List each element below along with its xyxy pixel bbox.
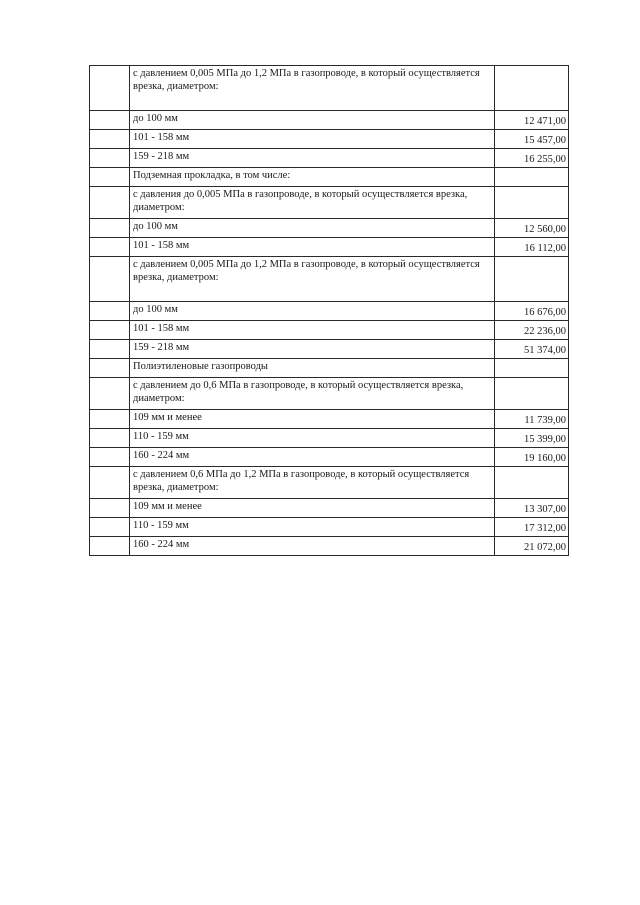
- row-number-cell: [90, 499, 130, 518]
- row-number-cell: [90, 219, 130, 238]
- row-price-cell: 11 739,00: [495, 410, 569, 429]
- row-number-cell: [90, 321, 130, 340]
- row-number-cell: [90, 66, 130, 111]
- table-row: [90, 168, 569, 187]
- row-price-cell: [495, 257, 569, 302]
- row-description-cell: с давлением 0,6 МПа до 1,2 МПа в газопроводе, в который осуществляется врезка, диаметром:: [130, 467, 495, 499]
- row-description-cell: до 100 мм: [130, 302, 495, 321]
- row-description-cell: до 100 мм: [130, 219, 495, 238]
- row-number-cell: [90, 467, 130, 499]
- row-number-cell: [90, 111, 130, 130]
- row-number-cell: [90, 168, 130, 187]
- row-description-cell: 159 - 218 мм: [130, 149, 495, 168]
- row-description-cell: 101 - 158 мм: [130, 130, 495, 149]
- row-number-cell: [90, 130, 130, 149]
- row-description-cell: Полиэтиленовые газопроводы: [130, 359, 495, 378]
- row-number-cell: [90, 238, 130, 257]
- table-row: [90, 448, 569, 467]
- table-row: [90, 66, 569, 111]
- row-price-cell: 16 255,00: [495, 149, 569, 168]
- row-number-cell: [90, 537, 130, 556]
- row-price-cell: 17 312,00: [495, 518, 569, 537]
- row-price-cell: 15 399,00: [495, 429, 569, 448]
- row-description-cell: 110 - 159 мм: [130, 429, 495, 448]
- row-price-cell: 16 112,00: [495, 238, 569, 257]
- table-row: [90, 111, 569, 130]
- row-description-cell: 160 - 224 мм: [130, 537, 495, 556]
- row-price-cell: 12 471,00: [495, 111, 569, 130]
- row-price-cell: 21 072,00: [495, 537, 569, 556]
- row-price-cell: [495, 378, 569, 410]
- row-number-cell: [90, 187, 130, 219]
- row-number-cell: [90, 302, 130, 321]
- row-description-cell: 101 - 158 мм: [130, 321, 495, 340]
- row-description-cell: с давлением 0,005 МПа до 1,2 МПа в газопроводе, в который осуществляется врезка, диаметром:: [130, 66, 495, 111]
- row-price-cell: [495, 467, 569, 499]
- row-price-cell: [495, 359, 569, 378]
- row-description-cell: 109 мм и менее: [130, 499, 495, 518]
- row-price-cell: 15 457,00: [495, 130, 569, 149]
- row-number-cell: [90, 429, 130, 448]
- table-row: [90, 219, 569, 238]
- table-row: [90, 378, 569, 410]
- table-row: [90, 321, 569, 340]
- row-price-cell: 22 236,00: [495, 321, 569, 340]
- table-row: [90, 257, 569, 302]
- table-row: [90, 340, 569, 359]
- row-price-cell: 12 560,00: [495, 219, 569, 238]
- row-number-cell: [90, 448, 130, 467]
- tariff-table: [89, 65, 569, 556]
- table-row: [90, 359, 569, 378]
- table-row: [90, 467, 569, 499]
- row-price-cell: 19 160,00: [495, 448, 569, 467]
- table-row: [90, 537, 569, 556]
- row-number-cell: [90, 149, 130, 168]
- row-description-cell: до 100 мм: [130, 111, 495, 130]
- table-row: [90, 302, 569, 321]
- row-number-cell: [90, 378, 130, 410]
- row-description-cell: с давлением до 0,6 МПа в газопроводе, в который осуществляется врезка, диаметром:: [130, 378, 495, 410]
- table-row: [90, 149, 569, 168]
- row-price-cell: 13 307,00: [495, 499, 569, 518]
- row-description-cell: с давлением 0,005 МПа до 1,2 МПа в газопроводе, в который осуществляется врезка, диаметром:: [130, 257, 495, 302]
- row-number-cell: [90, 340, 130, 359]
- row-number-cell: [90, 257, 130, 302]
- row-price-cell: 16 676,00: [495, 302, 569, 321]
- row-number-cell: [90, 359, 130, 378]
- row-description-cell: 159 - 218 мм: [130, 340, 495, 359]
- row-description-cell: 160 - 224 мм: [130, 448, 495, 467]
- table-row: [90, 130, 569, 149]
- row-number-cell: [90, 410, 130, 429]
- row-description-cell: Подземная прокладка, в том числе:: [130, 168, 495, 187]
- row-description-cell: с давления до 0,005 МПа в газопроводе, в который осуществляется врезка, диаметром:: [130, 187, 495, 219]
- table-row: [90, 518, 569, 537]
- table-row: [90, 238, 569, 257]
- row-description-cell: 109 мм и менее: [130, 410, 495, 429]
- table-row: [90, 410, 569, 429]
- row-number-cell: [90, 518, 130, 537]
- row-price-cell: [495, 168, 569, 187]
- row-description-cell: 110 - 159 мм: [130, 518, 495, 537]
- table-row: [90, 187, 569, 219]
- table-row: [90, 499, 569, 518]
- row-price-cell: [495, 187, 569, 219]
- row-description-cell: 101 - 158 мм: [130, 238, 495, 257]
- tariff-table-body: [90, 66, 569, 556]
- row-price-cell: [495, 66, 569, 111]
- row-price-cell: 51 374,00: [495, 340, 569, 359]
- table-row: [90, 429, 569, 448]
